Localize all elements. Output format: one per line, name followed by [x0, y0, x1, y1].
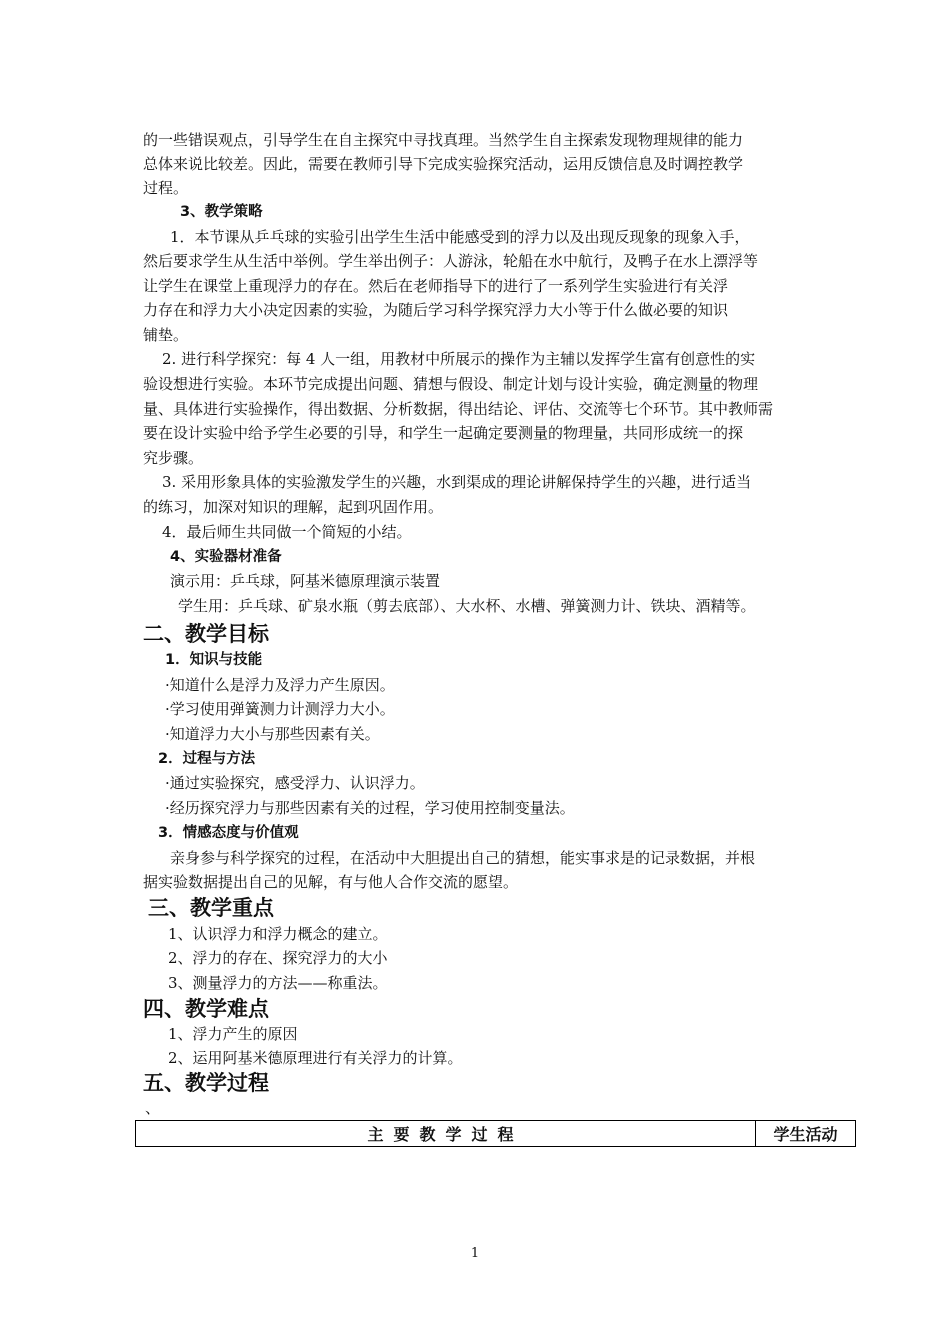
strategy-line: 究步骤。 [143, 449, 204, 467]
goals-heading: 二、教学目标 [143, 622, 269, 646]
strategy-line: 然后要求学生从生活中举例。学生举出例子：人游泳，轮船在水中航行，及鸭子在水上漂浮等 [143, 252, 759, 270]
process-mark: 、 [145, 1099, 161, 1117]
strategy-line: 3. 采用形象具体的实验激发学生的兴趣，水到渠成的理论讲解保持学生的兴趣，进行适当 [162, 473, 752, 491]
table-header-student-activity: 学生活动 [773, 1125, 838, 1144]
equipment-demo: 演示用：乒乓球，阿基米德原理演示装置 [170, 572, 441, 590]
table-header-main: 主要教学过程 [136, 1121, 756, 1146]
goals-item: ·通过实验探究，感受浮力、认识浮力。 [165, 774, 425, 792]
strategy-line: 1．本节课从乒乓球的实验引出学生生活中能感受到的浮力以及出现反现象的现象入手， [170, 228, 750, 246]
goals-item: ·知道什么是浮力及浮力产生原因。 [165, 676, 395, 694]
strategy-line: 力存在和浮力大小决定因素的实验，为随后学习科学探究浮力大小等于什么做必要的知识 [143, 301, 729, 319]
goals-sub3-line: 据实验数据提出自己的见解，有与他人合作交流的愿望。 [143, 873, 519, 891]
strategy-line: 验设想进行实验。本环节完成提出问题、猜想与假设、制定计划与设计实验，确定测量的物理 [143, 375, 759, 393]
goals-sub2: 2．过程与方法 [158, 751, 256, 767]
strategy-line: 的练习，加深对知识的理解，起到巩固作用。 [143, 498, 444, 516]
goals-item: ·经历探究浮力与那些因素有关的过程，学习使用控制变量法。 [165, 799, 575, 817]
goals-sub3: 3．情感态度与价值观 [158, 825, 299, 841]
strategy-line: 要在设计实验中给予学生必要的引导，和学生一起确定要测量的物理量，共同形成统一的探 [143, 424, 744, 442]
difficulties-heading: 四、教学难点 [143, 997, 269, 1021]
strategy-line: 4．最后师生共同做一个简短的小结。 [162, 523, 412, 541]
intro-line: 过程。 [143, 179, 189, 197]
difficulties-item: 2、运用阿基米德原理进行有关浮力的计算。 [168, 1049, 463, 1067]
strategy-heading: 3、教学策略 [180, 204, 263, 220]
goals-sub3-line: 亲身参与科学探究的过程，在活动中大胆提出自己的猜想，能实事求是的记录数据，并根 [170, 849, 756, 867]
process-heading: 五、教学过程 [143, 1071, 269, 1095]
strategy-line: 让学生在课堂上重现浮力的存在。然后在老师指导下的进行了一系列学生实验进行有关浮 [143, 277, 729, 295]
goals-item: ·学习使用弹簧测力计测浮力大小。 [165, 700, 395, 718]
strategy-line: 量、具体进行实验操作，得出数据、分析数据，得出结论、评估、交流等七个环节。其中教师需 [143, 400, 774, 418]
equipment-student: 学生用：乒乓球、矿泉水瓶（剪去底部）、大水杯、水槽、弹簧测力计、铁块、酒精等。 [178, 597, 756, 615]
keypoints-item: 1、认识浮力和浮力概念的建立。 [168, 925, 388, 943]
process-table-header [135, 1120, 856, 1147]
goals-sub1: 1．知识与技能 [165, 652, 263, 668]
keypoints-heading: 三、教学重点 [148, 896, 274, 920]
page-number: 1 [470, 1246, 480, 1261]
strategy-line: 铺垫。 [143, 326, 189, 344]
keypoints-item: 2、浮力的存在、探究浮力的大小 [168, 949, 388, 967]
equipment-heading: 4、实验器材准备 [170, 549, 282, 565]
difficulties-item: 1、浮力产生的原因 [168, 1025, 298, 1043]
goals-item: ·知道浮力大小与那些因素有关。 [165, 725, 380, 743]
keypoints-item: 3、测量浮力的方法——称重法。 [168, 974, 388, 992]
strategy-line: 2. 进行科学探究：每 4 人一组，用教材中所展示的操作为主辅以发挥学生富有创意性的实 [162, 350, 756, 368]
intro-line: 的一些错误观点，引导学生在自主探究中寻找真理。当然学生自主探索发现物理规律的能力 [143, 131, 744, 149]
intro-line: 总体来说比较差。因此，需要在教师引导下完成实验探究活动，运用反馈信息及时调控教学 [143, 155, 744, 173]
